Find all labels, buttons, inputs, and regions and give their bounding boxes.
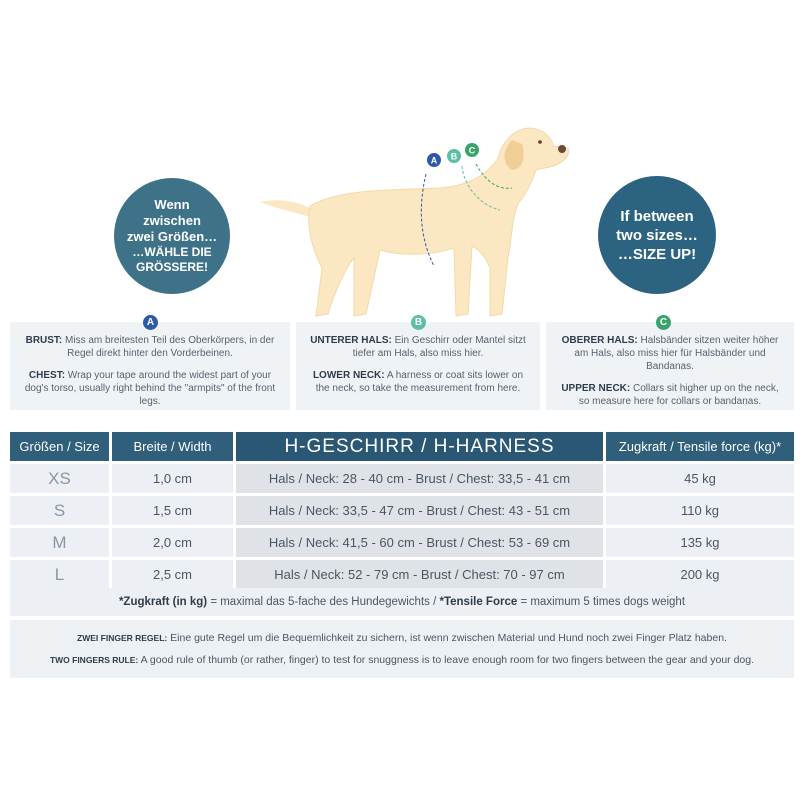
panel-upper-neck-en-text: Collars sit higher up on the neck, so measure here for collars or bandanas. [578,383,779,407]
width-cell: 1,0 cm [112,464,236,496]
panel-chest-en-label: CHEST: [28,370,66,381]
badge-de-line2: zwischen [143,213,201,228]
harness-cell: Hals / Neck: 52 - 79 cm - Brust / Chest: 70 - 97 cm [236,560,606,592]
size-table [10,432,794,592]
rule-de-text: Eine gute Regel um die Bequemlichkeit zu sichern, ist wenn zwischen Material und Hund noch zwei Finger Platz haben. [167,632,727,644]
badge-en-line2: two sizes… [616,226,698,244]
dog-tail [260,200,315,218]
panel-upper-neck [546,322,794,410]
panel-chest-de-label: BRUST: [25,335,63,346]
panel-chest-de-text: Miss am breitesten Teil des Oberkörpers, in der Regel direkt hinter den Vorderbeinen. [62,335,275,359]
badge-de-line1: Wenn [154,197,190,212]
width-cell: 2,0 cm [112,528,236,560]
header-harness: H-GESCHIRR / H-HARNESS [236,432,606,464]
width-cell: 2,5 cm [112,560,236,592]
tensile-cell: 45 kg [606,464,794,496]
size-tip-badge-de [114,178,230,294]
footnote-en-label: *Tensile Force [439,596,518,608]
badge-en-line1: If between [620,207,694,225]
size-tip-badge-en [598,176,716,294]
footnote-de-label: *Zugkraft (in kg) [118,596,208,608]
size-cell: XS [10,464,112,496]
panel-lower-neck-de-label: UNTERER HALS: [310,335,392,346]
panel-chest-en [20,369,280,408]
panel-upper-neck-de [556,334,784,373]
dog-marker-b-label: B [450,151,458,162]
tensile-cell: 200 kg [606,560,794,592]
size-cell: M [10,528,112,560]
rule-en-label: TWO FINGERS RULE: [49,655,139,665]
panel-marker-b: B [411,315,426,330]
rule-de [10,627,794,649]
harness-cell: Hals / Neck: 41,5 - 60 cm - Brust / Chest: 53 - 69 cm [236,528,606,560]
panel-chest [10,322,290,410]
size-cell: L [10,560,112,592]
badge-de-line5: GRÖSSERE! [135,260,208,274]
panel-chest-de [20,334,280,360]
panel-upper-neck-de-text: Halsbänder sitzen weiter höher am Hals, also miss hier für Halsbänder und Bandanas. [574,335,779,372]
panel-lower-neck-de-text: Ein Geschirr oder Mantel sitzt tiefer am Hals, also miss hier. [352,335,526,359]
badge-en-line3: …SIZE UP! [617,245,697,263]
panel-chest-en-text: Wrap your tape around the widest part of your dog's torso, usually right behind the "armpits" of the front legs. [24,370,276,407]
footnote-en-text: = maximum 5 times dogs weight [517,596,686,608]
panel-lower-neck-de [306,334,530,360]
dog-nose [558,145,566,153]
footnote-text [119,596,685,608]
dog-marker-a-label: A [430,155,438,166]
harness-cell: Hals / Neck: 33,5 - 47 cm - Brust / Chest: 43 - 51 cm [236,496,606,528]
panel-upper-neck-en-label: UPPER NECK: [561,383,631,394]
rule-en-text: A good rule of thumb (or rather, finger) to test for snuggness is to leave enough room for two fingers between the gear and your dog. [138,654,755,666]
table-row [10,464,794,496]
panel-upper-neck-de-label: OBERER HALS: [561,335,638,346]
panel-marker-a: A [143,315,158,330]
tensile-cell: 135 kg [606,528,794,560]
dog-eye [538,140,542,144]
badge-de-line3: zwei Größen… [126,229,218,244]
header-size: Größen / Size [10,432,112,464]
table-header-row [10,432,794,464]
rule-en [10,649,794,671]
panel-lower-neck [296,322,540,410]
size-cell: S [10,496,112,528]
panel-marker-c: C [656,315,671,330]
panel-lower-neck-en-text: A harness or coat sits lower on the neck, so take the measurement from here. [315,370,524,394]
tensile-footnote [10,588,794,616]
panel-lower-neck-en-label: LOWER NECK: [312,370,385,381]
header-width: Breite / Width [112,432,236,464]
panel-upper-neck-en [556,382,784,408]
footnote-de-text: = maximal das 5-fache des Hundegewichts / [207,596,440,608]
dog-illustration [250,118,580,328]
width-cell: 1,5 cm [112,496,236,528]
table-row [10,528,794,560]
two-finger-rule [10,620,794,678]
table-row [10,496,794,528]
rule-de-label: ZWEI FINGER REGEL: [77,633,168,643]
badge-de-line4: …WÄHLE DIE [132,245,212,259]
harness-cell: Hals / Neck: 28 - 40 cm - Brust / Chest: 33,5 - 41 cm [236,464,606,496]
dog-marker-c-label: C [468,145,476,156]
tensile-cell: 110 kg [606,496,794,528]
panel-lower-neck-en [306,369,530,395]
header-tensile-force: Zugkraft / Tensile force (kg)* [606,432,794,464]
